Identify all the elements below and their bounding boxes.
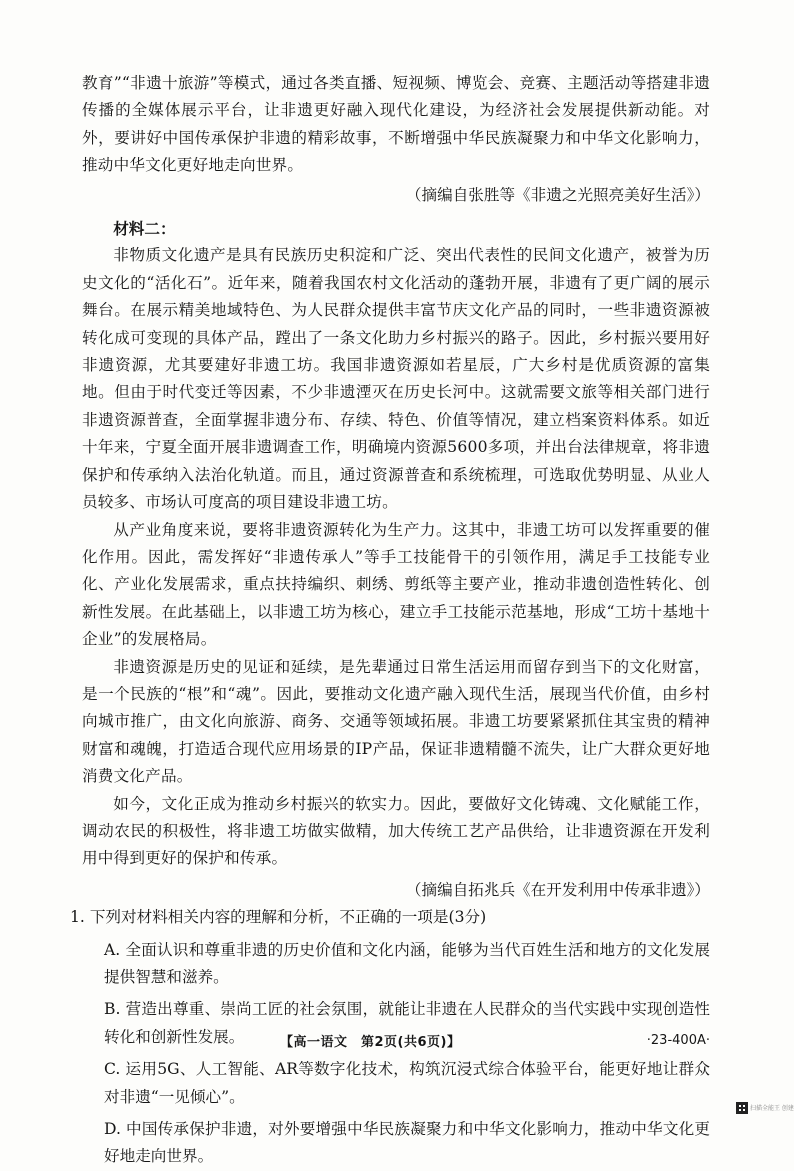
footer-page-info: 【高一语文 第2页(共6页)】 — [280, 1035, 461, 1050]
material1-tail: 教育”“非遗十旅游”等模式，通过各类直播、短视频、博览会、竞赛、主题活动等搭建非遗传播的全媒体展示平台，让非遗更好融入现代化建设，为经济社会发展提供新动能。对外，要讲好中国传承保护非遗的精彩故事，不断增强中华民族凝聚力和中华文化影响力，推动中华文化更好地走向世界。 — [82, 74, 710, 175]
question-1-option-c: C. 运用5G、人工智能、AR等数字化技术，构筑沉浸式综合体验平台，能更好地让群众对非遗“一见倾心”。 — [104, 1060, 710, 1106]
source-citation-2: （摘编自拓兆兵《在开发利用中传承非遗》） — [405, 880, 710, 899]
source-citation-1: （摘编自张胜等《非遗之光照亮美好生活》） — [405, 185, 710, 204]
question-1-option-a: A. 全面认识和尊重非遗的历史价值和文化内涵，能够为当代百姓生活和地方的文化发展提供智慧和滋养。 — [104, 940, 710, 986]
question-1-stem: 1. 下列对材料相关内容的理解和分析，不正确的一项是(3分) — [70, 908, 487, 927]
material2-paragraph: 如今，文化正成为推动乡村振兴的软实力。因此，要做好文化铸魂、文化赋能工作，调动农民的积极性，将非遗工坊做实做精，加大传统工艺产品供给，让非遗资源在开发利用中得到更好的保护和传承。 — [82, 794, 710, 868]
material2-paragraph: 非物质文化遗产是具有民族历史积淀和广泛、突出代表性的民间文化遗产，被誉为历史文化的“活化石”。近年来，随着我国农村文化活动的蓬勃开展，非遗有了更广阔的展示舞台。在展示精美地域特色、为人民群众提供丰富节庆文化产品的同时，一些非遗资源被转化成可变现的具体产品，蹚出了一条文化助力乡村振兴的路子。因此，乡村振兴要用好非遗资源，尤其要建好非遗工坊。我国非遗资源如若星辰，广大乡村是优质资源的富集地。但由于时代变迁等因素，不少非遗湮灭在历史长河中。这就需要文旅等相关部门进行非遗资源普查，全面掌握非遗分布、存续、特色、价值等情况，建立档案资料体系。如近十年来，宁夏全面开展非遗调查工作，明确境内资源5600多项，并出台法律规章，将非遗保护和传承纳入法治化轨道。而且，通过资源普查和系统梳理，可选取优势明显、从业人员较多、市场认可度高的项目建设非遗工坊。 — [82, 246, 710, 512]
material2-heading: 材料二： — [113, 219, 176, 239]
qr-code-icon — [736, 1102, 748, 1114]
page-footer — [280, 1031, 710, 1050]
material2-paragraph: 从产业角度来说，要将非遗资源转化为生产力。这其中，非遗工坊可以发挥重要的催化作用。因此，需发挥好“非遗传承人”等手工技能骨干的引领作用，满足手工技能专业化、产业化发展需求，重点扶持编织、刺绣、剪纸等主要产业，推动非遗创造性转化、创新性发展。在此基础上，以非遗工坊为核心，建立手工技能示范基地，形成“工坊十基地十企业”的发展格局。 — [82, 520, 710, 649]
question-1-option-d: D. 中国传承保护非遗，对外要增强中华民族凝聚力和中华文化影响力，推动中华文化更好地走向世界。 — [104, 1120, 710, 1166]
material2-paragraph: 非遗资源是历史的见证和延续，是先辈通过日常生活运用而留存到当下的文化财富，是一个民族的“根”和“魂”。因此，要推动文化遗产融入现代生活，展现当代价值，由乡村向城市推广，由文化向旅游、商务、交通等领域拓展。非遗工坊要紧紧抓住其宝贵的精神财富和魂魄，打造适合现代应用场景的IP产品，保证非遗精髓不流失，让广大群众更好地消费文化产品。 — [82, 657, 710, 786]
exam-page — [70, 70, 710, 1171]
scanner-watermark: 扫描全能王 创建 — [750, 1105, 794, 1112]
question-1-option-b: B. 营造出尊重、崇尚工匠的社会氛围，就能让非遗在人民群众的当代实践中实现创造性转化和创新性发展。 — [104, 1000, 710, 1046]
footer-paper-code: ·23-400A· — [646, 1033, 710, 1048]
